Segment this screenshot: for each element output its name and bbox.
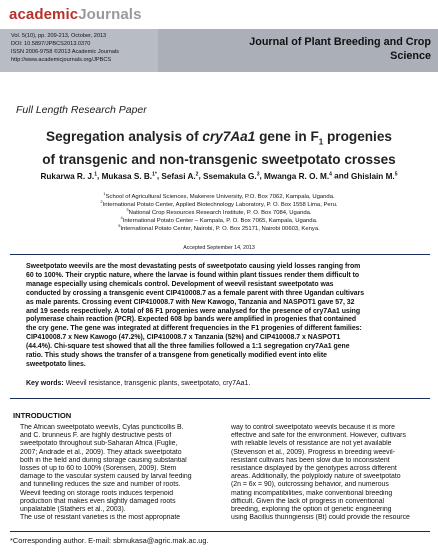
affiliation: $^1$School of Agricultural Sciences, Makerere University, P.O. Box 7062, Kampala, Uganda. bbox=[103, 191, 335, 200]
corresponding-author-note: *Corresponding author. E-mail: sbmukasa@agric.mak.ac.ug. bbox=[10, 536, 209, 545]
keywords bbox=[26, 380, 416, 387]
abstract-line: and 19 seeds respectively. A total of 86 F1 progenies were analysed for the presence of cry7Aa1 using bbox=[26, 307, 361, 315]
text-line: using Bacillus thuringiensis (Bt) could provide the resource bbox=[231, 514, 410, 522]
text-line: resistant cultivars has been slow due to inconsistent bbox=[231, 456, 390, 464]
text-line: damage to the vascular system caused by larval feeding bbox=[20, 473, 192, 481]
accepted-date: Accepted September 14, 2013 bbox=[183, 245, 255, 251]
title-line-1: Segregation analysis of cry7Aa1 gene in $F_1$ progenies bbox=[46, 129, 392, 147]
abstract-line: ratio. This study shows the transfer of a transgene from genetically modified event into elite bbox=[26, 352, 327, 360]
affiliation: $^5$International Potato Center, Nairobi, P. O. Box 25171, Nairobi 00603, Kenya. bbox=[118, 223, 320, 232]
author: Mwanga R. O. M.$^4$ bbox=[264, 171, 332, 181]
text-line: difficult. Given the lack of progress in conventional bbox=[231, 497, 385, 505]
text-line: effective and safe for the environment. However, cultivars bbox=[231, 432, 406, 440]
affiliation: $^3$National Crop Resources Research Institute, P. O. Box 7084, Uganda. bbox=[126, 207, 312, 216]
author: Ghislain M.$^5$ bbox=[351, 171, 398, 181]
abstract-line: CIP410008.7 x New Kawogo (47.2%), CIP410008.7 x Tanzania (52%) and CIP410008.7 x NASPOT1 bbox=[26, 334, 341, 342]
text-line: with reliable levels of resistance are not yet available bbox=[231, 440, 392, 448]
publisher-logo: academicJournals bbox=[9, 6, 142, 23]
article-type: Full Length Research Paper bbox=[16, 104, 147, 116]
author: Sefasi A.$^2$ bbox=[161, 171, 199, 181]
text-line: The African sweetpotato weevils, Cylas puncticollis B. bbox=[20, 424, 184, 431]
text-line: resistance displayed by the genotypes across different bbox=[231, 465, 397, 473]
divider bbox=[10, 254, 430, 255]
article-title bbox=[0, 128, 438, 168]
abstract-line: sweetpotato lines. bbox=[26, 360, 86, 368]
intro-column-right bbox=[231, 424, 428, 522]
text-line: The use of resistant varieties is the most appropriate bbox=[20, 514, 181, 522]
journal-title-box bbox=[158, 29, 438, 72]
text-line: (Stevenson et al., 2009). Progress in breeding weevil- bbox=[231, 448, 395, 456]
abstract-line: polymerase chain reaction (PCR). Expected 608 bp bands were amplified in progenies that contained bbox=[26, 316, 357, 324]
text-line: both in the field and during storage causing substantial bbox=[20, 456, 187, 464]
author: Rukarwa R. J.$^1$ bbox=[40, 171, 97, 181]
abstract-line: Sweetpotato weevils are the most devastating pests of sweetpotato causing yield losses ranging from bbox=[26, 263, 361, 270]
abstract-line: the cry gene. The gene was integrated at different frequencies in the F1 progenies of different families: bbox=[26, 325, 362, 333]
abstract-line: as male parents. Crossing event CIP410008.7 with New Kawogo, Tanzania and NASPOT1 gave 57, 32 bbox=[26, 298, 355, 306]
text-line: production that makes even slightly damaged roots bbox=[20, 497, 176, 505]
abstract bbox=[26, 263, 416, 370]
text-line: areas. Additionally, the polyploidy nature of sweetpotato bbox=[231, 473, 401, 481]
meta-volume: Vol. 5(10), pp. 209-213, October, 2013 bbox=[11, 33, 107, 39]
intro-column-left bbox=[20, 424, 217, 522]
journal-title: Journal of Plant Breeding and Crop Science bbox=[249, 36, 431, 62]
text-line: losses of up to 60 to 100% (Sorensen, 2009). Stem bbox=[20, 465, 177, 473]
title-line-2: of transgenic and non-transgenic sweetpotato crosses bbox=[42, 151, 396, 167]
meta-issn: ISSN 2006-9758 ©2013 Academic Journals bbox=[11, 49, 119, 55]
journal-header bbox=[0, 0, 438, 72]
text-line: (2n = 6x = 90), outcrossing behavior, and numerous bbox=[231, 481, 389, 489]
abstract-line: manage especially using chemicals control. Development of weevil resistant sweetpotato was bbox=[26, 280, 334, 288]
text-line: Weevil feeding on storage roots induces terpenoid bbox=[20, 489, 174, 497]
affiliation: $^2$International Potato Center, Applied Biotechnology Laboratory, P. O. Box 1558 Lima, Peru. bbox=[100, 199, 338, 208]
author: Ssemakula G.$^3$ bbox=[203, 171, 260, 181]
text-line: sweetpotato throughout sub-Saharan Africa (Fuglie, bbox=[20, 440, 178, 448]
author: Mukasa S. B.$^{1*}$ bbox=[101, 171, 157, 181]
meta-doi: DOI: 10.5897/JPBCS2013.0370 bbox=[11, 41, 91, 47]
text-line: 2007; Andrade et al., 2009). They attack sweetpotato bbox=[20, 448, 182, 456]
affiliation: $^4$International Potato Center – Kampala, P. O. Box 7065, Kampala, Uganda. bbox=[120, 215, 318, 224]
text-line: and tunnelling reduces the size and number of roots. bbox=[20, 481, 181, 489]
text-line: breeding, exploring the option of genetic engineering bbox=[231, 506, 392, 514]
abstract-line: conducted by crossing a transgenic event CIP410008.7 as a female parent with three Ugandan cultivars bbox=[26, 289, 365, 297]
meta-url[interactable]: http://www.academicjournals.org/JPBCS bbox=[11, 57, 112, 63]
section-heading: INTRODUCTION bbox=[13, 411, 72, 420]
text-line: unpalatable (Stathers et al., 2003). bbox=[20, 506, 126, 514]
divider bbox=[10, 398, 430, 399]
text-line: mating incompatibilities, make conventional breeding bbox=[231, 489, 393, 497]
issue-meta-box bbox=[0, 29, 158, 72]
abstract-line: 60 to 100%. Their cryptic nature, where the larvae is found within plant tissues render them difficult to bbox=[26, 271, 360, 279]
divider bbox=[10, 531, 430, 532]
keywords-label: Key words: bbox=[26, 380, 64, 387]
abstract-line: (44.4%). Chi-square test showed that all the three families followed a 1:1 segregation cry7Aa1 gene bbox=[26, 343, 350, 351]
text-line: and C. brunneus F. are highly destructive pests of bbox=[20, 432, 172, 440]
text-line: way to control sweetpotato weevils because it is more bbox=[231, 424, 395, 431]
keywords-text: Weevil resistance, transgenic plants, sweetpotato, cry7Aa1. bbox=[65, 380, 251, 387]
author-list: Rukarwa R. J.$^1$, Mukasa S. B.$^{1*}$, Sefasi A.$^2$, Ssemakula G.$^3$, Mwanga R. O. M.$^4$ and Ghislain M.$^5$ bbox=[40, 171, 398, 181]
